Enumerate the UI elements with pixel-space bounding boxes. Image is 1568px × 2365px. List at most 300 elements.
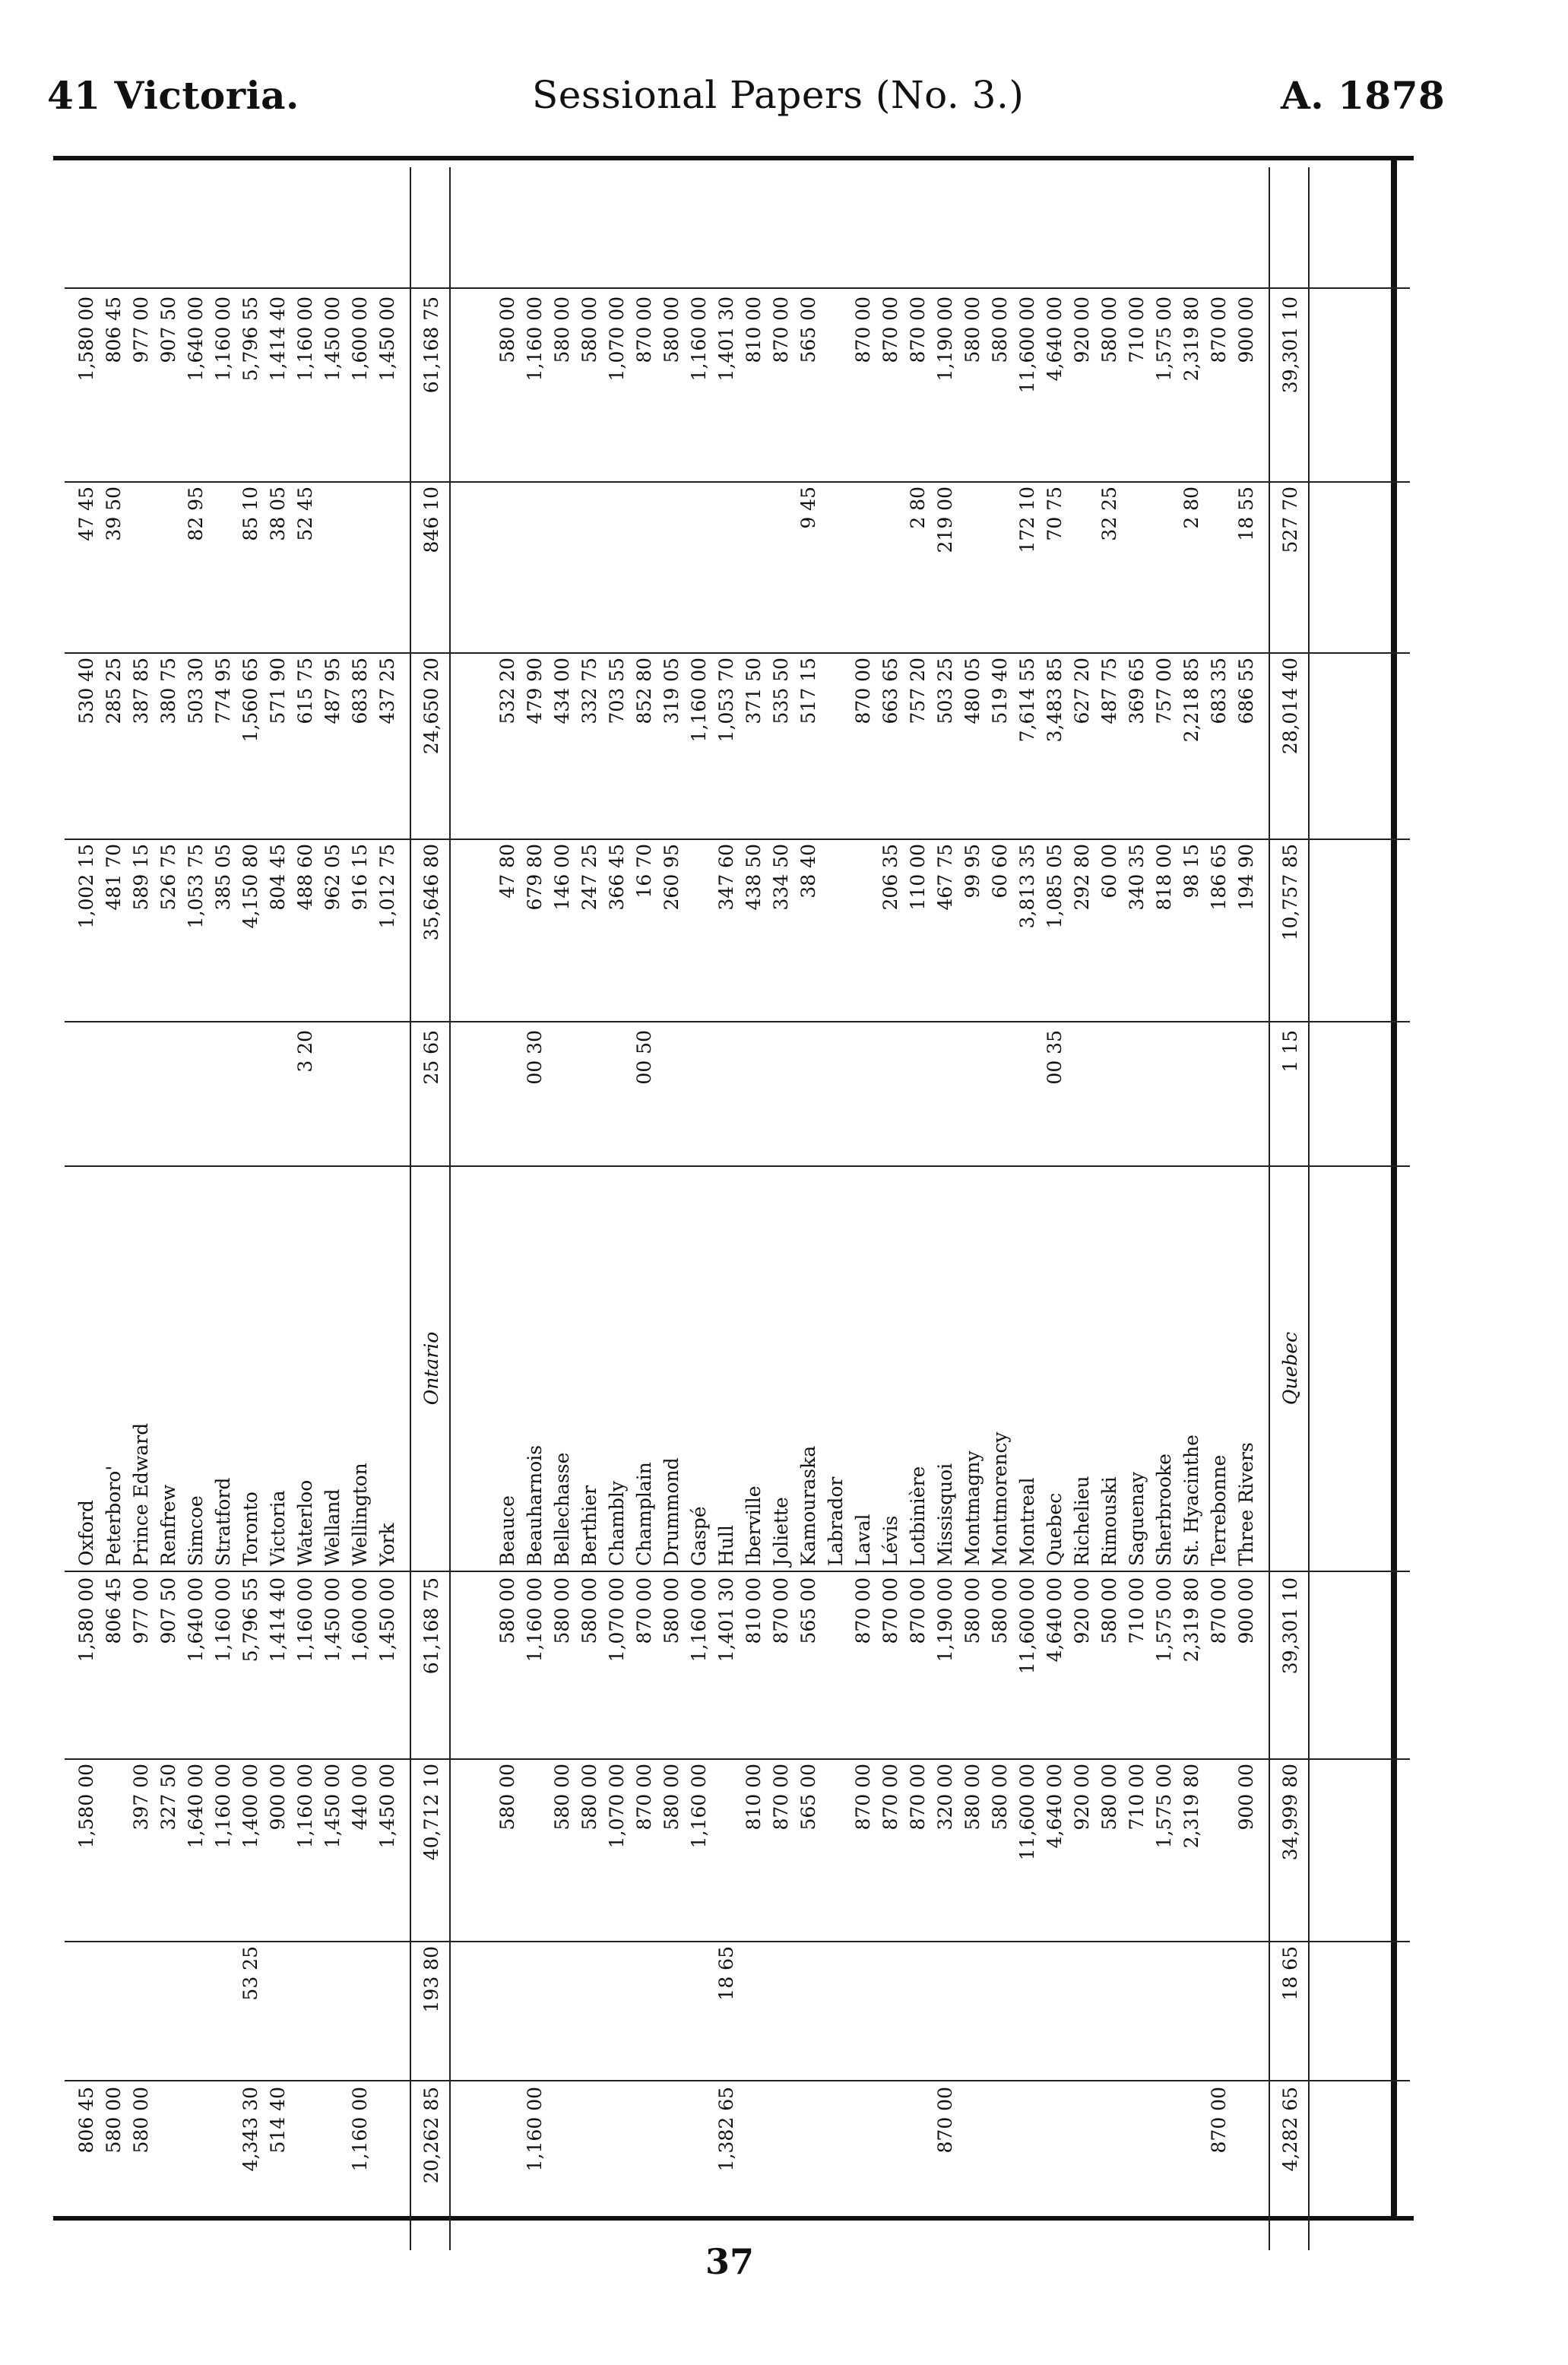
- amount-cell: 1,450 00: [322, 1764, 344, 1849]
- constituency-name: Lotbinière: [907, 1466, 929, 1566]
- amount-cell: 52 45: [294, 487, 316, 541]
- table-row: [1069, 167, 1095, 2250]
- amount-cell: 260 95: [660, 844, 683, 911]
- constituency-name: Welland: [322, 1488, 344, 1566]
- constituency-name: Quebec: [1044, 1492, 1066, 1566]
- amount-cell: 53 25: [239, 1946, 261, 2001]
- amount-cell: 703 55: [606, 658, 628, 724]
- amount-cell: 292 80: [1071, 844, 1093, 911]
- amount-cell: 1,160 00: [688, 1577, 710, 1663]
- amount-cell: 1,070 00: [606, 1577, 628, 1663]
- amount-cell: 1,160 00: [212, 1764, 234, 1849]
- amount-cell: 320 00: [934, 1764, 956, 1831]
- amount-cell: 1,382 65: [715, 2087, 737, 2172]
- amount-cell: 1,160 00: [688, 296, 710, 382]
- amount-cell: 1,070 00: [606, 296, 628, 382]
- amount-cell: 5,796 55: [239, 296, 261, 382]
- amount-cell: 1,160 00: [524, 2087, 546, 2172]
- amount-cell: 962 05: [322, 844, 344, 911]
- table-row: [522, 167, 548, 2250]
- amount-cell: 327 50: [157, 1764, 179, 1831]
- amount-cell: 580 00: [1098, 1577, 1120, 1644]
- amount-cell: 686 55: [1235, 658, 1257, 724]
- amount-cell: 852 80: [633, 658, 655, 724]
- constituency-name: Saguenay: [1126, 1471, 1148, 1566]
- amount-cell: 920 00: [1071, 1764, 1093, 1831]
- constituency-name: Toronto: [239, 1492, 261, 1566]
- amount-cell: 565 00: [797, 1577, 819, 1644]
- amount-cell: 1,401 30: [715, 1577, 737, 1663]
- amount-cell: 710 00: [1126, 1577, 1148, 1644]
- amount-cell: 580 00: [989, 296, 1011, 363]
- section-rule: [1308, 167, 1310, 2250]
- constituency-name: Bellechasse: [551, 1452, 573, 1566]
- table-row: [741, 167, 767, 2250]
- amount-cell: 25 65: [420, 1030, 442, 1085]
- amount-cell: 1,160 00: [294, 296, 316, 382]
- table-row: [550, 167, 575, 2250]
- amount-cell: 615 75: [294, 658, 316, 724]
- amount-cell: 580 00: [551, 296, 573, 363]
- amount-cell: 580 00: [989, 1577, 1011, 1644]
- table-row: [1097, 167, 1123, 2250]
- table-row: [156, 167, 182, 2250]
- constituency-name: Wellington: [349, 1463, 371, 1566]
- amount-cell: 580 00: [496, 296, 518, 363]
- amount-cell: 1,640 00: [185, 1577, 207, 1663]
- amount-cell: 00 30: [524, 1030, 546, 1085]
- amount-cell: 870 00: [770, 1764, 792, 1831]
- table-row: [851, 167, 876, 2250]
- amount-cell: 806 45: [75, 2087, 97, 2154]
- table-row: [347, 167, 373, 2250]
- constituency-name: Beauce: [496, 1495, 518, 1566]
- amount-cell: 1,575 00: [1153, 296, 1175, 382]
- table-row: [293, 167, 318, 2250]
- amount-cell: 1,160 00: [349, 2087, 371, 2172]
- amount-cell: 18 65: [1279, 1946, 1301, 2001]
- amount-cell: 247 25: [578, 844, 600, 911]
- constituency-name: Labrador: [825, 1476, 847, 1566]
- amount-cell: 870 00: [852, 1577, 874, 1644]
- rotated-table: [65, 167, 1410, 2250]
- table-row: [101, 167, 127, 2250]
- constituency-name: Three Rivers: [1235, 1442, 1257, 1566]
- amount-cell: 39,301 10: [1279, 1577, 1301, 1675]
- amount-cell: 870 00: [907, 1764, 929, 1831]
- amount-cell: 1,160 00: [524, 296, 546, 382]
- amount-cell: 517 15: [797, 658, 819, 724]
- amount-cell: 35,646 80: [420, 844, 442, 941]
- amount-cell: 870 00: [633, 1764, 655, 1831]
- amount-cell: 1,160 00: [294, 1577, 316, 1663]
- amount-cell: 340 35: [1126, 844, 1148, 911]
- amount-cell: 519 40: [989, 658, 1011, 724]
- amount-cell: 2,319 80: [1180, 1577, 1202, 1663]
- amount-cell: 870 00: [852, 1764, 874, 1831]
- amount-cell: 920 00: [1071, 296, 1093, 363]
- amount-cell: 1,160 00: [688, 658, 710, 743]
- amount-cell: 870 00: [1208, 296, 1230, 363]
- amount-cell: 434 00: [551, 658, 573, 724]
- amount-cell: 580 00: [989, 1764, 1011, 1831]
- section-rule: [410, 167, 411, 2250]
- amount-cell: 00 35: [1044, 1030, 1066, 1085]
- constituency-name: Drummond: [660, 1457, 683, 1566]
- constituency-name: Montreal: [1016, 1477, 1038, 1566]
- amount-cell: 870 00: [1208, 1577, 1230, 1644]
- total-row: [419, 167, 445, 2250]
- amount-cell: 527 70: [1279, 487, 1301, 553]
- amount-cell: 514 40: [267, 2087, 289, 2154]
- amount-cell: 870 00: [633, 296, 655, 363]
- table-row: [1206, 167, 1232, 2250]
- constituency-name: Beauharnois: [524, 1444, 546, 1566]
- amount-cell: 907 50: [157, 1577, 179, 1644]
- amount-cell: 319 05: [660, 658, 683, 724]
- amount-cell: 9 45: [797, 487, 819, 529]
- amount-cell: 397 00: [130, 1764, 152, 1831]
- amount-cell: 480 05: [961, 658, 984, 724]
- amount-cell: 11,600 00: [1016, 1577, 1038, 1675]
- table-row: [796, 167, 822, 2250]
- amount-cell: 70 75: [1044, 487, 1066, 541]
- amount-cell: 18 65: [715, 1946, 737, 2001]
- table-row: [1179, 167, 1205, 2250]
- amount-cell: 810 00: [743, 1764, 765, 1831]
- amount-cell: 870 00: [879, 1577, 901, 1644]
- amount-cell: 60 00: [1098, 844, 1120, 899]
- constituency-name: Prince Edward: [130, 1422, 152, 1566]
- constituency-name: Terrebonne: [1208, 1454, 1230, 1566]
- amount-cell: 47 45: [75, 487, 97, 541]
- table-row: [74, 167, 100, 2250]
- amount-cell: 4,150 80: [239, 844, 261, 929]
- amount-cell: 332 75: [578, 658, 600, 724]
- amount-cell: 1,160 00: [294, 1764, 316, 1849]
- table-row: [1234, 167, 1259, 2250]
- amount-cell: 85 10: [239, 487, 261, 541]
- amount-cell: 285 25: [103, 658, 125, 724]
- amount-cell: 710 00: [1126, 296, 1148, 363]
- amount-cell: 1,053 75: [185, 844, 207, 929]
- amount-cell: 565 00: [797, 296, 819, 363]
- amount-cell: 438 50: [743, 844, 765, 911]
- table-row: [183, 167, 209, 2250]
- amount-cell: 804 45: [267, 844, 289, 911]
- amount-cell: 683 85: [349, 658, 371, 724]
- table-row: [960, 167, 986, 2250]
- amount-cell: 580 00: [551, 1764, 573, 1831]
- amount-cell: 580 00: [103, 2087, 125, 2154]
- page-number: 37: [705, 2241, 755, 2282]
- amount-cell: 206 35: [879, 844, 901, 911]
- amount-cell: 3,483 85: [1044, 658, 1066, 743]
- header-session: 41 Victoria.: [47, 73, 299, 118]
- amount-cell: 487 75: [1098, 658, 1120, 724]
- amount-cell: 907 50: [157, 296, 179, 363]
- amount-cell: 3,813 35: [1016, 844, 1038, 929]
- constituency-name: Laval: [852, 1514, 874, 1566]
- amount-cell: 2,319 80: [1180, 1764, 1202, 1849]
- amount-cell: 580 00: [578, 296, 600, 363]
- table-row: [714, 167, 740, 2250]
- amount-cell: 710 00: [1126, 1764, 1148, 1831]
- amount-cell: 2,319 80: [1180, 296, 1202, 382]
- amount-cell: 00 50: [633, 1030, 655, 1085]
- constituency-name: Kamouraska: [797, 1445, 819, 1566]
- constituency-name: York: [376, 1523, 398, 1566]
- amount-cell: 580 00: [496, 1764, 518, 1831]
- amount-cell: 1,450 00: [376, 1764, 398, 1849]
- amount-cell: 580 00: [660, 1764, 683, 1831]
- table-row: [1042, 167, 1068, 2250]
- amount-cell: 977 00: [130, 296, 152, 363]
- amount-cell: 1,002 15: [75, 844, 97, 929]
- constituency-name: Sherbrooke: [1153, 1454, 1175, 1566]
- amount-cell: 369 65: [1126, 658, 1148, 724]
- amount-cell: 530 40: [75, 658, 97, 724]
- constituency-name: Missisquoi: [934, 1463, 956, 1566]
- amount-cell: 580 00: [551, 1577, 573, 1644]
- amount-cell: 870 00: [633, 1577, 655, 1644]
- amount-cell: 870 00: [852, 658, 874, 724]
- amount-cell: 3 20: [294, 1030, 316, 1073]
- amount-cell: 870 00: [907, 1577, 929, 1644]
- amount-cell: 11,600 00: [1016, 1764, 1038, 1861]
- section-rule: [449, 167, 451, 2250]
- amount-cell: 1,450 00: [376, 1577, 398, 1663]
- constituency-name: Quebec: [1279, 1331, 1301, 1406]
- amount-cell: 900 00: [1235, 1764, 1257, 1831]
- amount-cell: 1,575 00: [1153, 1764, 1175, 1849]
- constituency-name: Oxford: [75, 1500, 97, 1566]
- amount-cell: 870 00: [879, 1764, 901, 1831]
- amount-cell: 810 00: [743, 1577, 765, 1644]
- amount-cell: 916 15: [349, 844, 371, 911]
- amount-cell: 39,301 10: [1279, 296, 1301, 394]
- amount-cell: 186 65: [1208, 844, 1230, 911]
- amount-cell: 194 90: [1235, 844, 1257, 911]
- amount-cell: 532 20: [496, 658, 518, 724]
- amount-cell: 38 05: [267, 487, 289, 541]
- amount-cell: 4,640 00: [1044, 296, 1066, 382]
- table-row: [878, 167, 904, 2250]
- amount-cell: 580 00: [1098, 1764, 1120, 1831]
- amount-cell: 870 00: [934, 2087, 956, 2154]
- table-row: [768, 167, 794, 2250]
- table-row: [375, 167, 401, 2250]
- constituency-name: Ontario: [420, 1331, 442, 1406]
- amount-cell: 7,614 55: [1016, 658, 1038, 743]
- amount-cell: 366 45: [606, 844, 628, 911]
- amount-cell: 1,401 30: [715, 296, 737, 382]
- amount-cell: 60 60: [989, 844, 1011, 899]
- amount-cell: 810 00: [743, 296, 765, 363]
- header-year: A. 1878: [1281, 73, 1446, 118]
- amount-cell: 32 25: [1098, 487, 1120, 541]
- constituency-name: Stratford: [212, 1477, 234, 1566]
- amount-cell: 1,400 00: [239, 1764, 261, 1849]
- amount-cell: 870 00: [770, 1577, 792, 1644]
- amount-cell: 663 65: [879, 658, 901, 724]
- table-row: [686, 167, 712, 2250]
- amount-cell: 580 00: [130, 2087, 152, 2154]
- constituency-name: Chambly: [606, 1481, 628, 1566]
- constituency-name: Gaspé: [688, 1506, 710, 1566]
- constituency-name: St. Hyacinthe: [1180, 1435, 1202, 1566]
- amount-cell: 39 50: [103, 487, 125, 541]
- amount-cell: 334 50: [770, 844, 792, 911]
- amount-cell: 757 00: [1153, 658, 1175, 724]
- amount-cell: 10,757 85: [1279, 844, 1301, 941]
- amount-cell: 870 00: [1208, 2087, 1230, 2154]
- amount-cell: 28,014 40: [1279, 658, 1301, 755]
- table-row: [823, 167, 849, 2250]
- table-row: [1151, 167, 1177, 2250]
- amount-cell: 920 00: [1071, 1577, 1093, 1644]
- amount-cell: 2 80: [907, 487, 929, 529]
- amount-cell: 61,168 75: [420, 296, 442, 394]
- amount-cell: 526 75: [157, 844, 179, 911]
- table-row: [604, 167, 630, 2250]
- amount-cell: 818 00: [1153, 844, 1175, 911]
- amount-cell: 24,650 20: [420, 658, 442, 755]
- amount-cell: 1,160 00: [688, 1764, 710, 1849]
- amount-cell: 900 00: [1235, 296, 1257, 363]
- amount-cell: 535 50: [770, 658, 792, 724]
- table-row: [265, 167, 291, 2250]
- amount-cell: 172 10: [1016, 487, 1038, 553]
- amount-cell: 47 80: [496, 844, 518, 899]
- amount-cell: 2,218 85: [1180, 658, 1202, 743]
- table-row: [211, 167, 236, 2250]
- amount-cell: 1,160 00: [212, 1577, 234, 1663]
- amount-cell: 193 80: [420, 1946, 442, 2013]
- amount-cell: 110 00: [907, 844, 929, 911]
- amount-cell: 580 00: [961, 1764, 984, 1831]
- constituency-name: Lévis: [879, 1515, 901, 1566]
- table-row: [495, 167, 521, 2250]
- amount-cell: 503 25: [934, 658, 956, 724]
- table-row: [933, 167, 958, 2250]
- amount-cell: 1,450 00: [322, 1577, 344, 1663]
- amount-cell: 20,262 85: [420, 2087, 442, 2184]
- amount-cell: 1,575 00: [1153, 1577, 1175, 1663]
- amount-cell: 1 15: [1279, 1030, 1301, 1073]
- constituency-name: Montmagny: [961, 1450, 984, 1566]
- amount-cell: 580 00: [1098, 296, 1120, 363]
- amount-cell: 900 00: [267, 1764, 289, 1831]
- amount-cell: 683 35: [1208, 658, 1230, 724]
- amount-cell: 347 60: [715, 844, 737, 911]
- constituency-name: Victoria: [267, 1490, 289, 1566]
- header-title: Sessional Papers (No. 3.): [532, 73, 1025, 117]
- amount-cell: 846 10: [420, 487, 442, 553]
- table-row: [320, 167, 346, 2250]
- amount-cell: 870 00: [770, 296, 792, 363]
- amount-cell: 34,999 80: [1279, 1764, 1301, 1861]
- amount-cell: 1,600 00: [349, 1577, 371, 1663]
- amount-cell: 40,712 10: [420, 1764, 442, 1861]
- amount-cell: 487 95: [322, 658, 344, 724]
- amount-cell: 98 15: [1180, 844, 1202, 899]
- constituency-name: Joliette: [770, 1497, 792, 1566]
- constituency-name: Hull: [715, 1525, 737, 1566]
- amount-cell: 437 25: [376, 658, 398, 724]
- table-row: [905, 167, 931, 2250]
- amount-cell: 488 60: [294, 844, 316, 911]
- amount-cell: 146 00: [551, 844, 573, 911]
- amount-cell: 1,640 00: [185, 1764, 207, 1849]
- table-row: [577, 167, 603, 2250]
- amount-cell: 99 95: [961, 844, 984, 899]
- table-row: [128, 167, 154, 2250]
- constituency-name: Peterboro': [103, 1465, 125, 1566]
- amount-cell: 1,012 75: [376, 844, 398, 929]
- amount-cell: 571 90: [267, 658, 289, 724]
- amount-cell: 4,640 00: [1044, 1764, 1066, 1849]
- constituency-name: Simcoe: [185, 1495, 207, 1566]
- constituency-name: Montmorency: [989, 1431, 1011, 1566]
- table-row: [1124, 167, 1150, 2250]
- section-rule: [1269, 167, 1270, 2250]
- amount-cell: 1,414 40: [267, 296, 289, 382]
- constituency-name: Berthier: [578, 1485, 600, 1566]
- amount-cell: 1,414 40: [267, 1577, 289, 1663]
- amount-cell: 2 80: [1180, 487, 1202, 529]
- amount-cell: 580 00: [961, 1577, 984, 1644]
- amount-cell: 580 00: [660, 296, 683, 363]
- amount-cell: 1,560 65: [239, 658, 261, 743]
- amount-cell: 479 90: [524, 658, 546, 724]
- amount-cell: 1,070 00: [606, 1764, 628, 1849]
- table-row: [238, 167, 264, 2250]
- amount-cell: 1,580 00: [75, 296, 97, 382]
- amount-cell: 82 95: [185, 487, 207, 541]
- amount-cell: 679 80: [524, 844, 546, 911]
- amount-cell: 870 00: [907, 296, 929, 363]
- constituency-name: Richelieu: [1071, 1476, 1093, 1566]
- amount-cell: 4,343 30: [239, 2087, 261, 2172]
- amount-cell: 38 40: [797, 844, 819, 899]
- amount-cell: 371 50: [743, 658, 765, 724]
- amount-cell: 580 00: [578, 1577, 600, 1644]
- amount-cell: 1,600 00: [349, 296, 371, 382]
- total-row: [1278, 167, 1303, 2250]
- amount-cell: 219 00: [934, 487, 956, 553]
- amount-cell: 1,190 00: [934, 296, 956, 382]
- top-rule: [53, 156, 1414, 160]
- amount-cell: 977 00: [130, 1577, 152, 1644]
- constituency-name: Waterloo: [294, 1479, 316, 1566]
- table-row: [632, 167, 657, 2250]
- amount-cell: 580 00: [578, 1764, 600, 1831]
- amount-cell: 5,796 55: [239, 1577, 261, 1663]
- amount-cell: 580 00: [961, 296, 984, 363]
- amount-cell: 1,053 70: [715, 658, 737, 743]
- amount-cell: 481 70: [103, 844, 125, 911]
- amount-cell: 380 75: [157, 658, 179, 724]
- amount-cell: 4,640 00: [1044, 1577, 1066, 1663]
- amount-cell: 580 00: [660, 1577, 683, 1644]
- amount-cell: 1,450 00: [376, 296, 398, 382]
- amount-cell: 589 15: [130, 844, 152, 911]
- amount-cell: 870 00: [879, 296, 901, 363]
- table-row: [987, 167, 1013, 2250]
- amount-cell: 1,580 00: [75, 1764, 97, 1849]
- amount-cell: 806 45: [103, 1577, 125, 1644]
